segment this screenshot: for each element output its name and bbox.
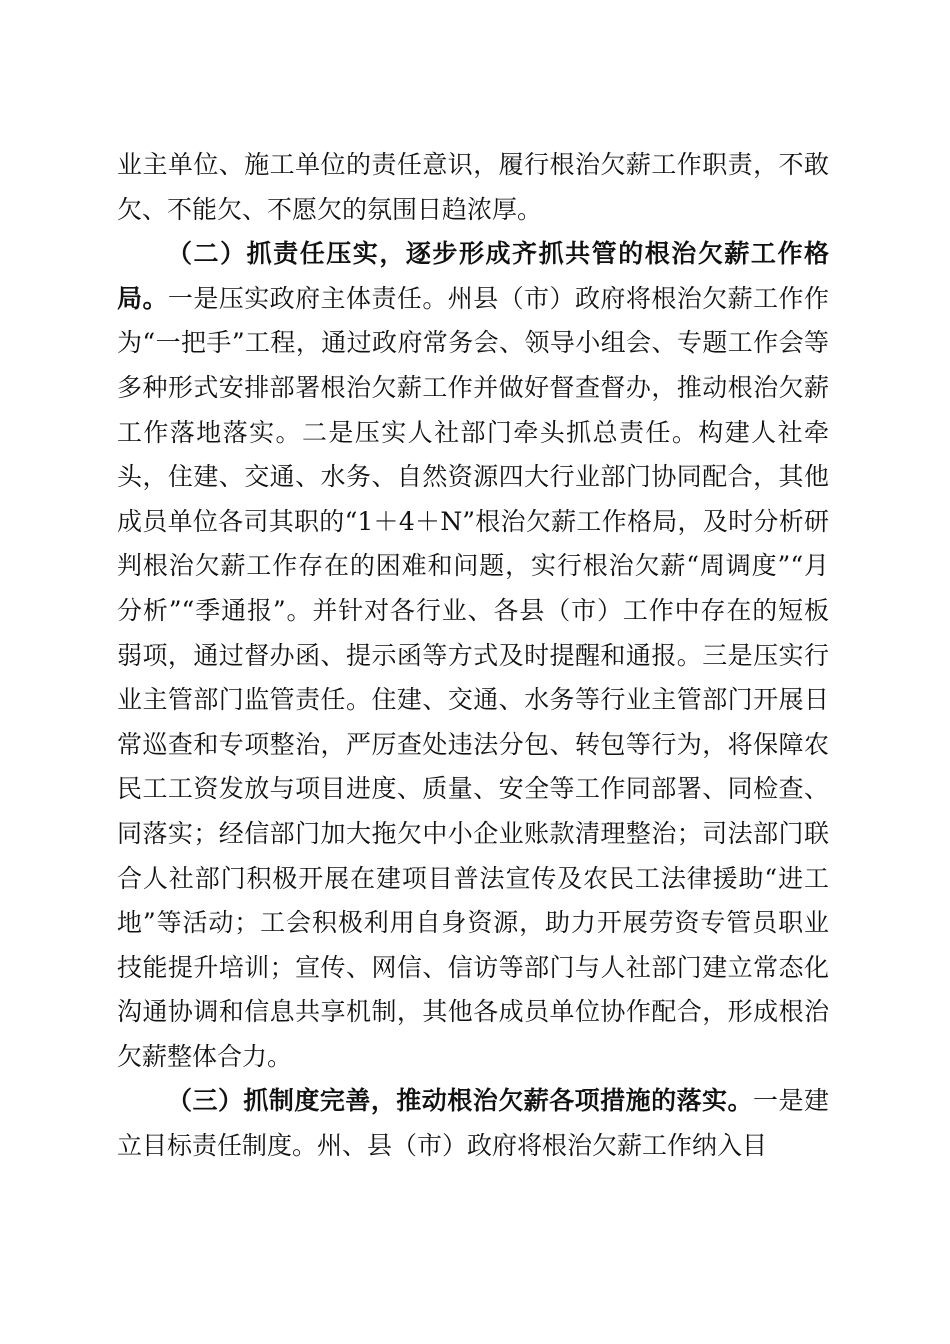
section-heading: （三）抓制度完善，推动根治欠薪各项措施的落实。 [167, 1086, 754, 1116]
paragraph-continuation [117, 143, 829, 232]
document-body [117, 143, 829, 1169]
paragraph-text: 一是建立目标责任制度。州、县（市）政府将根治欠薪工作纳入目 [117, 1086, 829, 1161]
paragraph-section-2 [117, 232, 829, 1079]
section-heading: （二）抓责任压实，逐步形成齐抓共管的根治欠薪工作格局。 [117, 239, 829, 313]
paragraph-text: 业主单位、施工单位的责任意识，履行根治欠薪工作职责，不敢欠、不能欠、不愿欠的氛围日趋浓厚。 [117, 150, 829, 224]
paragraph-section-3 [117, 1079, 829, 1168]
paragraph-text: 一是压实政府主体责任。州县（市）政府将根治欠薪工作作为“一把手”工程，通过政府常务会、领导小组会、专题工作会等多种形式安排部署根治欠薪工作并做好督查督办，推动根治欠薪工作落地落实。二是压实人社部门牵头抓总责任。构建人社牵头，住建、交通、水务、自然资源四大行业部门协同配合，其他成员单位各司其职的“1＋4＋N”根治欠薪工作格局，及时分析研判根治欠薪工作存在的困难和问题，实行根治欠薪“周调度”“月分析”“季通报”。并针对各行业、各县（市）工作中存在的短板弱项，通过督办函、提示函等方式及时提醒和通报。三是压实行业主管部门监管责任。住建、交通、水务等行业主管部门开展日常巡查和专项整治，严厉查处违法分包、转包等行为，将保障农民工工资发放与项目进度、质量、安全等工作同部署、同检查、同落实；经信部门加大拖欠中小企业账款清理整治；司法部门联合人社部门积极开展在建项目普法宣传及农民工法律援助“进工地”等活动；工会积极利用自身资源，助力开展劳资专管员职业技能提升培训；宣传、网信、信访等部门与人社部门建立常态化沟通协调和信息共享机制，其他各成员单位协作配合，形成根治欠薪整体合力。 [117, 283, 829, 1071]
